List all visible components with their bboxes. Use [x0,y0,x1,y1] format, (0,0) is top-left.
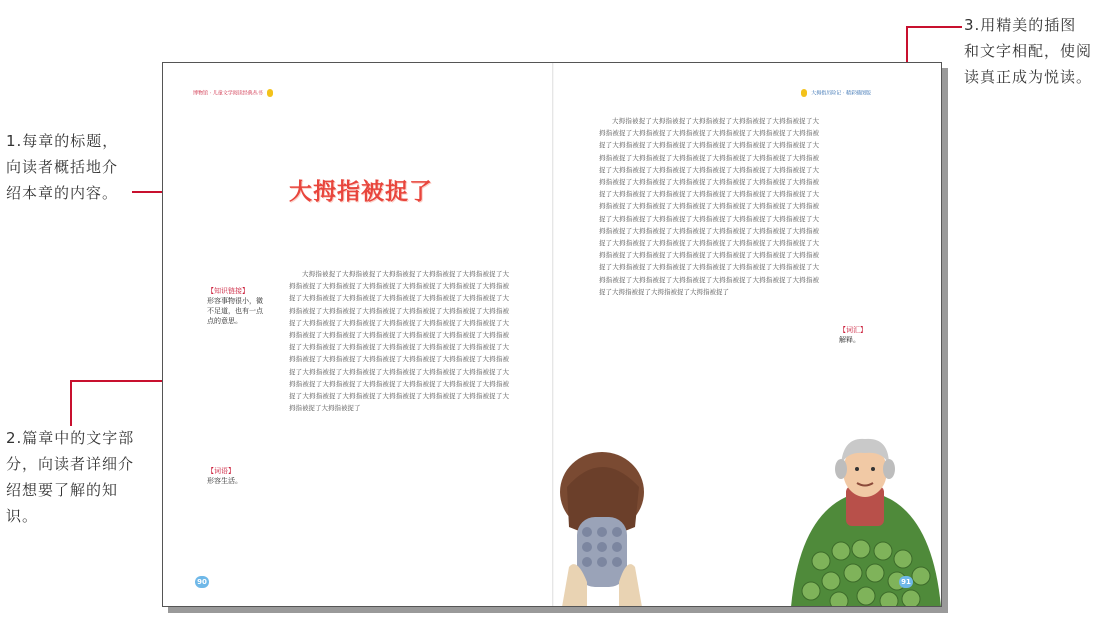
side-note-body: 形容生活。 [207,477,242,485]
leader-line-text-v [70,380,72,426]
old-man-illustration [791,431,941,607]
leader-line-illus-h [906,26,962,28]
annotation-illustration: 3.用精美的插图和文字相配，使阅读真正成为悦读。 [964,16,1093,86]
page-number-right: 91 [899,576,913,588]
chapter-title: 大拇指被捉了 [289,179,433,205]
side-note-body: 形容事物很小，微不足道，也有一点点的意思。 [207,297,263,325]
annotation-chapter-title: 1.每章的标题，向读者概括地介绍本章的内容。 [6,132,119,202]
body-text-right: 大拇指被捉了大拇指被捉了大拇指被捉了大拇指被捉了大拇指被捉了大拇指被捉了大拇指被捉了大拇指被捉了大拇指被捉了大拇指被捉了大拇指被捉了大拇指被捉了大拇指被捉了大拇指被捉了大拇指被捉了大拇指被捉了大拇指被捉了大拇指被捉了大拇指被捉了大拇指被捉了大拇指被捉了大拇指被捉了大拇指被捉了大拇指被捉了大拇指被捉了大拇指被捉了大拇指被捉了大拇指被捉了大拇指被捉了大拇指被捉了大拇指被捉了大拇指被捉了大拇指被捉了大拇指被捉了大拇指被捉了大拇指被捉了大拇指被捉了大拇指被捉了大拇指被捉了大拇指被捉了大拇指被捉了大拇指被捉了大拇指被捉了大拇指被捉了大拇指被捉了大拇指被捉了大拇指被捉了大拇指被捉了大拇指被捉了大拇指被捉了大拇指被捉了大拇指被捉了大拇指被捉了大拇指被捉了大拇指被捉了大拇指被捉了大拇指被捉了大拇指被捉了大拇指被捉了大拇指被捉了大拇指被捉了大拇指被捉了大拇指被捉了大拇指被捉了大拇指被捉了大拇指被捉了大拇指被捉了大拇指被捉了大拇指被捉了大拇指被捉了大拇指被捉了大拇指被捉了大拇指被捉了大拇指被捉了大拇指被捉了大拇指被捉了大拇指被捉了大拇指被捉了大拇指被捉了大拇指被捉了 [599,117,819,296]
side-note-1 [207,286,269,326]
running-head-left: 博物馆 · 儿童文学阅读经典丛书 [193,89,276,97]
side-note-heading: 【知识链接】 [207,287,249,295]
running-head-right: 大拇指历险记 · 精彩插图版 [798,89,871,97]
page-number-left: 90 [195,576,209,588]
bulb-icon [267,89,273,97]
book-spread [162,62,942,607]
side-note-3 [839,325,879,345]
side-note-2 [207,466,269,486]
girl-illustration [547,447,667,607]
body-text-left: 大拇指被捉了大拇指被捉了大拇指被捉了大拇指被捉了大拇指被捉了大拇指被捉了大拇指被捉了大拇指被捉了大拇指被捉了大拇指被捉了大拇指被捉了大拇指被捉了大拇指被捉了大拇指被捉了大拇指被捉了大拇指被捉了大拇指被捉了大拇指被捉了大拇指被捉了大拇指被捉了大拇指被捉了大拇指被捉了大拇指被捉了大拇指被捉了大拇指被捉了大拇指被捉了大拇指被捉了大拇指被捉了大拇指被捉了大拇指被捉了大拇指被捉了大拇指被捉了大拇指被捉了大拇指被捉了大拇指被捉了大拇指被捉了大拇指被捉了大拇指被捉了大拇指被捉了大拇指被捉了大拇指被捉了大拇指被捉了大拇指被捉了大拇指被捉了大拇指被捉了大拇指被捉了大拇指被捉了大拇指被捉了大拇指被捉了大拇指被捉了大拇指被捉了大拇指被捉了大拇指被捉了大拇指被捉了大拇指被捉了大拇指被捉了大拇指被捉了大拇指被捉了大拇指被捉了大拇指被捉了大拇指被捉了大拇指被捉了 [289,270,509,413]
bulb-icon [801,89,807,97]
annotation-body-text: 2.篇章中的文字部分，向读者详细介绍想要了解的知识。 [6,429,135,525]
side-note-body: 解释。 [839,336,860,344]
side-note-heading: 【词语】 [207,467,235,475]
side-note-heading: 【词汇】 [839,326,867,334]
